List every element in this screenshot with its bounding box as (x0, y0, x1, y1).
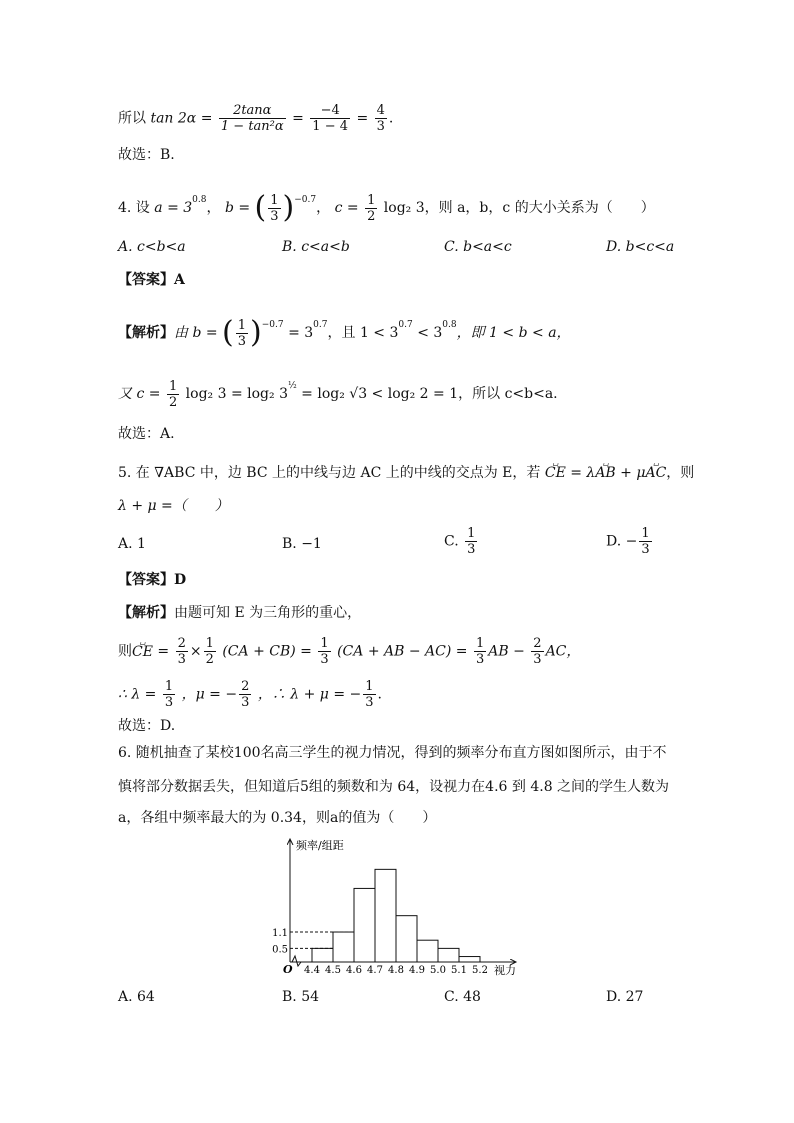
q4-analysis-1: 【解析】由 b = ( $\frac{1}{3}$ )$^{-0.7} = 3^{0.7}$，且 $1 < 3^{0.7} < 3^{0.8}$，即 1 < b < a， (118, 315, 571, 350)
q4-option-c: C. b<a<c (444, 239, 512, 255)
histogram-bar (438, 948, 459, 962)
x-tick-label: 5.1 (451, 965, 467, 976)
y-tick-label: 0.5 (272, 944, 288, 956)
q6-option-c: C. 48 (444, 989, 481, 1005)
q4-analysis-2: 又 c = $\frac{1}{2}$ log₂ 3 = log₂ $3^{\frac{1}{2}} = \log_2$ √3 < log₂ 2 = 1，所以 c<b<a. (118, 378, 558, 410)
q6-option-a: A. 64 (118, 989, 155, 1005)
q5-option-d: D. − $\frac{1}{3}$ (606, 526, 650, 557)
x-tick-label: 4.7 (367, 965, 383, 976)
q4-choose: 故选：A. (118, 426, 175, 442)
q5-analysis-1: 【解析】由题可知 E 为三角形的重心， (118, 605, 362, 621)
q6-option-d: D. 27 (606, 989, 644, 1005)
q6-option-b: B. 54 (282, 989, 320, 1005)
q5-analysis-2: 则␣ CE = $\frac{2}{3}$ × $\frac{1}{2}$ (CA + CB) = $\frac{1}{3}$ (CA + AB − AC) = $\frac{1}{3}$ AB − $\frac{2}{3}$ AC， (118, 636, 580, 667)
x-tick-label: 5.0 (430, 965, 446, 976)
x-tick-label: 4.5 (325, 965, 341, 976)
q6-stem-1: 6. 随机抽查了某校100名高三学生的视力情况，得到的频率分布直方图如图所示，由于不 (118, 745, 667, 761)
y-axis-label: 频率/组距 (296, 839, 344, 852)
histogram-bar (333, 932, 354, 962)
q5-choose: 故选：D. (118, 718, 176, 734)
x-tick-label: 4.6 (346, 965, 362, 976)
q3-fraction-1: $\frac{2\tan\alpha}{\text{1 − tan²α}}$ (220, 103, 284, 134)
x-tick-label: 5.2 (472, 965, 488, 976)
q5-option-a: A. 1 (118, 536, 146, 552)
q5-option-c: C. $\frac{1}{3}$ (444, 526, 476, 557)
q4-option-a: A. c<b<a (118, 239, 186, 255)
x-axis-label: 视力 (494, 964, 516, 977)
x-tick-label: 4.8 (388, 965, 404, 976)
q6-stem-3: a，各组中频率最大的为 0.34，则a的值为（ ） (118, 810, 437, 826)
q5-stem-2: λ + μ =（ ） (118, 498, 229, 514)
q5-option-b: B. −1 (282, 536, 322, 552)
q3-choose: 故选：B. (118, 147, 175, 163)
histogram-chart (262, 835, 542, 980)
q5-stem-1: 5. 在 ∇ABC 中，边 BC 上的中线与边 AC 上的中线的交点为 E，若 ␣ CE = λ␣ AB + μ␣ AC，则 (118, 463, 694, 483)
q3-fraction-3: $\frac{4}{3}$ (376, 103, 385, 134)
x-tick-label: 4.9 (409, 965, 425, 976)
q3-lhs: tan 2α = (150, 110, 213, 127)
q3-line: 所以 tan 2α = $\frac{2\tan\alpha}{\text{1 − tan²α}}$ = $\frac{-4}{1 - 4}$ = $\frac{4}{3}$ . (118, 103, 394, 134)
q3-fraction-2: $\frac{-4}{1 - 4}$ (312, 103, 348, 134)
q4-option-d: D. b<c<a (606, 239, 675, 255)
q3-prefix: 所以 (118, 110, 146, 127)
histogram-bar (375, 869, 396, 962)
histogram-bar (396, 916, 417, 962)
histogram-bar (312, 948, 333, 962)
histogram-bar (354, 888, 375, 962)
histogram-bar (459, 957, 480, 962)
origin-label: O (283, 963, 293, 976)
x-tick-label: 4.4 (304, 965, 320, 976)
q5-answer: 【答案】D (118, 572, 187, 588)
q5-analysis-3: ∴ λ = $\frac{1}{3}$ ，μ = − $\frac{2}{3}$ ，∴ λ + μ = − $\frac{1}{3}$ . (118, 679, 382, 710)
q4-option-b: B. c<a<b (282, 239, 350, 255)
q4-stem: 4. 设 $a = 3^{0.8}$， b = ( $\frac{1}{3}$ )$^{-0.7}$， c = $\frac{1}{2}$ log₂ 3，则 a，b，c 的大小关系为（ ） (118, 190, 655, 225)
q6-stem-2: 慎将部分数据丢失，但知道后5组的频数和为 64，设视力在4.6 到 4.8 之间的学生人数为 (118, 779, 670, 795)
histogram-bar (417, 940, 438, 962)
q4-answer: 【答案】A (118, 272, 185, 288)
y-tick-label: 1.1 (272, 928, 288, 940)
axis-break-icon (292, 956, 301, 966)
